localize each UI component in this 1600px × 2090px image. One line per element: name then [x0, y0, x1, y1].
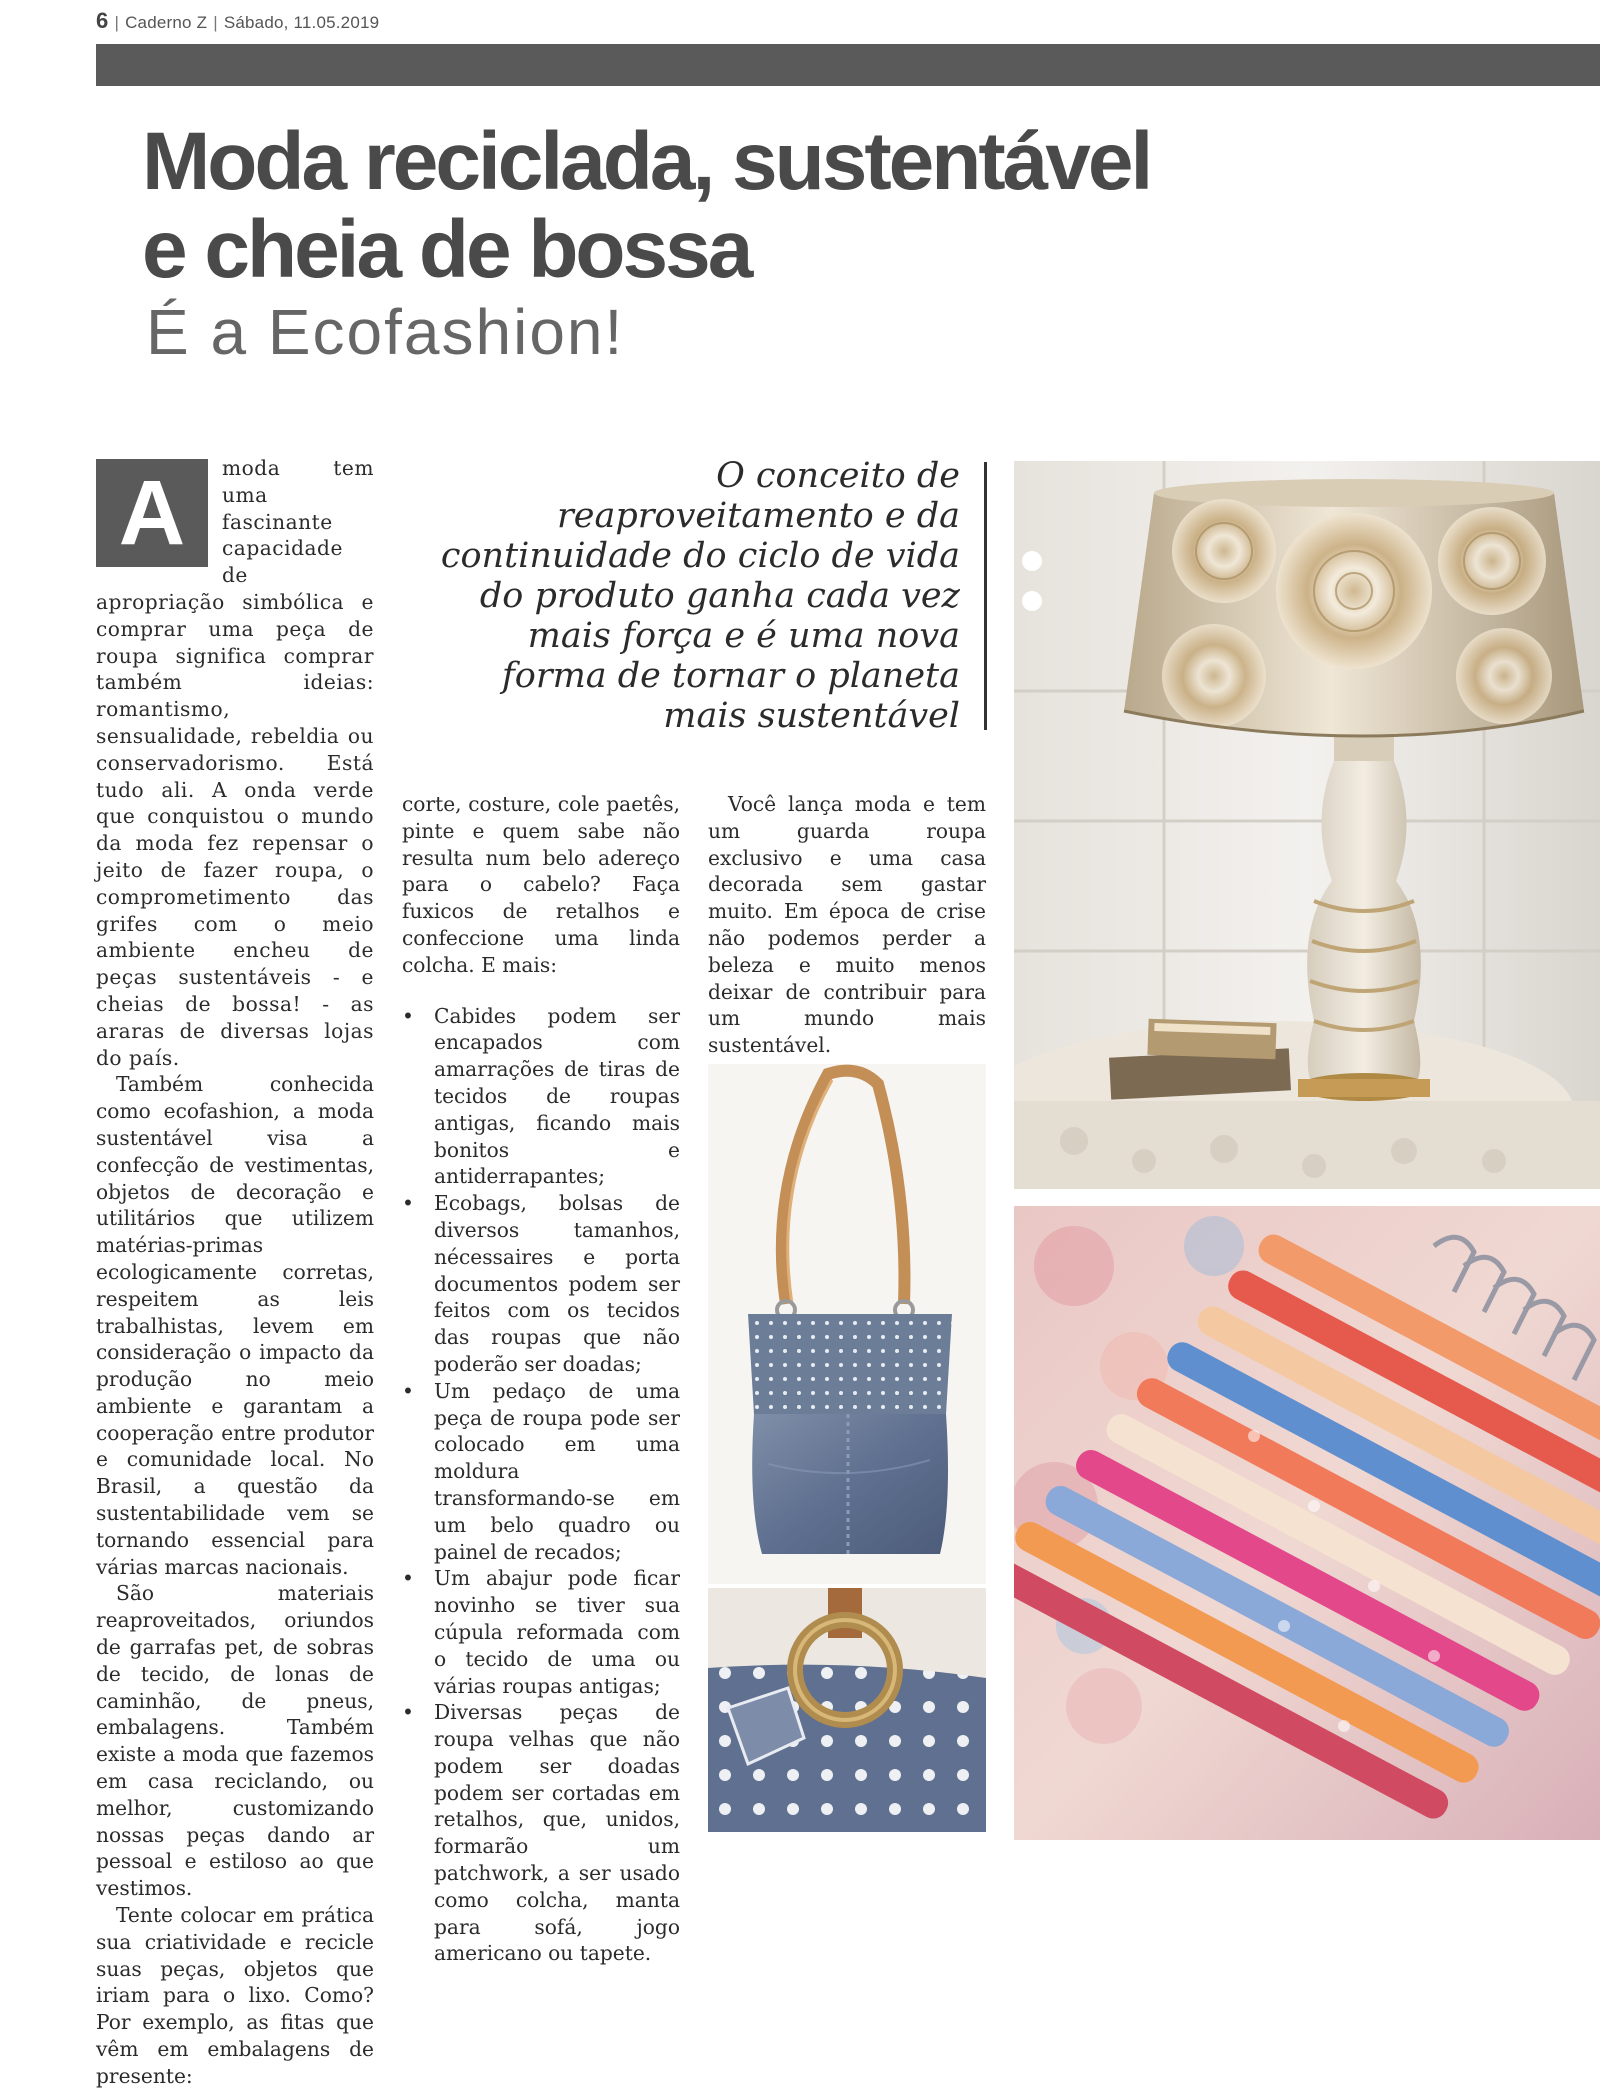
article-column-2	[402, 791, 680, 1967]
article-headline	[142, 118, 1442, 294]
list-item: • Cabides podem ser encapados com amarrações de tiras de tecidos de roupas antigas, ficando mais bonitos e antiderrapantes;	[402, 1003, 680, 1191]
lamp-photo	[1014, 461, 1600, 1189]
article-column-1	[96, 455, 374, 2090]
article-column-3	[708, 791, 986, 1059]
edition-date: Sábado, 11.05.2019	[223, 13, 380, 32]
header-band	[96, 44, 1600, 86]
page-number: 6	[96, 8, 109, 33]
pull-quote: O conceito de reaproveitamento e da continuidade do ciclo de vida do produto ganha cada vez mais força e é uma nova forma de tornar o planeta mais sustentável	[440, 456, 960, 736]
bag-ring-detail-photo	[708, 1588, 986, 1832]
paragraph: São materiais reaproveitados, oriundos de garrafas pet, de sobras de tecido, de lonas de caminhão, de pneus, embalagens. Também existe a moda que fazemos em casa reciclando, ou melhor, customizando nossas peças dando ar pessoal e estiloso ao que vestimos.	[96, 1581, 374, 1901]
list-item: • Ecobags, bolsas de diversos tamanhos, nécessaires e porta documentos podem ser feitos com os tecidos das roupas que não poderão ser doadas;	[402, 1190, 680, 1378]
article-subheadline: É a Ecofashion!	[146, 296, 625, 368]
headline-line-1: Moda reciclada, sustentável	[142, 116, 1151, 207]
paragraph: moda tem uma fascinante capacidade de apropriação simbólica e comprar uma peça de roupa significa comprar também ideias: romantismo, sensualidade, rebeldia ou conservadorismo. Está tudo ali. A onda verde que conquistou o mundo da moda fez repensar o jeito de fazer roupa, o comprometimento das grifes com o meio ambiente encheu de peças sustentáveis - e cheias de bossa! - as araras de diversas lojas do país.	[96, 456, 374, 1070]
list-item: • Um pedaço de uma peça de roupa pode ser colocado em uma moldura transformando-se em um belo quadro ou painel de recados;	[402, 1378, 680, 1566]
denim-bag-photo	[708, 1064, 986, 1584]
paragraph: Tente colocar em prática sua criatividade e recicle suas peças, objetos que iriam para o lixo. Como? Por exemplo, as fitas que vêm em embalagens de presente:	[96, 1903, 374, 2088]
list-item: • Um abajur pode ficar novinho se tiver sua cúpula reformada com o tecido de uma ou várias roupas antigas;	[402, 1565, 680, 1699]
pull-quote-rule	[984, 462, 987, 730]
hangers-photo	[1014, 1206, 1600, 1840]
section-name: Caderno Z	[125, 13, 208, 32]
paragraph: corte, costure, cole paetês, pinte e quem sabe não resulta num belo adereço para o cabelo? Faça fuxicos de retalhos e confeccione uma linda colcha. E mais:	[402, 792, 680, 977]
drop-cap: A	[96, 459, 208, 567]
paragraph: Você lança moda e tem um guarda roupa exclusivo e uma casa decorada sem gastar muito. Em época de crise não podemos perder a beleza e muito menos deixar de contribuir para um mundo mais sustentável.	[708, 792, 986, 1058]
page-folio: 6 | Caderno Z | Sábado, 11.05.2019	[96, 8, 380, 33]
headline-line-2: e cheia de bossa	[142, 204, 751, 295]
tips-list	[402, 1003, 680, 1968]
paragraph: Também conhecida como ecofashion, a moda sustentável visa a confecção de vestimentas, objetos de decoração e utilitários que utilizem matérias-primas ecologicamente corretas, respeitem as leis trabalhistas, levem em consideração o impacto da produção no meio ambiente e garantam a cooperação entre produtor e comunidade local. No Brasil, a questão da sustentabilidade vem se tornando essencial para várias marcas nacionais.	[96, 1072, 374, 1579]
list-item: • Diversas peças de roupa velhas que não podem ser doadas podem ser cortadas em retalhos, que, unidos, formarão um patchwork, a ser usado como colcha, manta para sofá, jogo americano ou tapete.	[402, 1699, 680, 1967]
